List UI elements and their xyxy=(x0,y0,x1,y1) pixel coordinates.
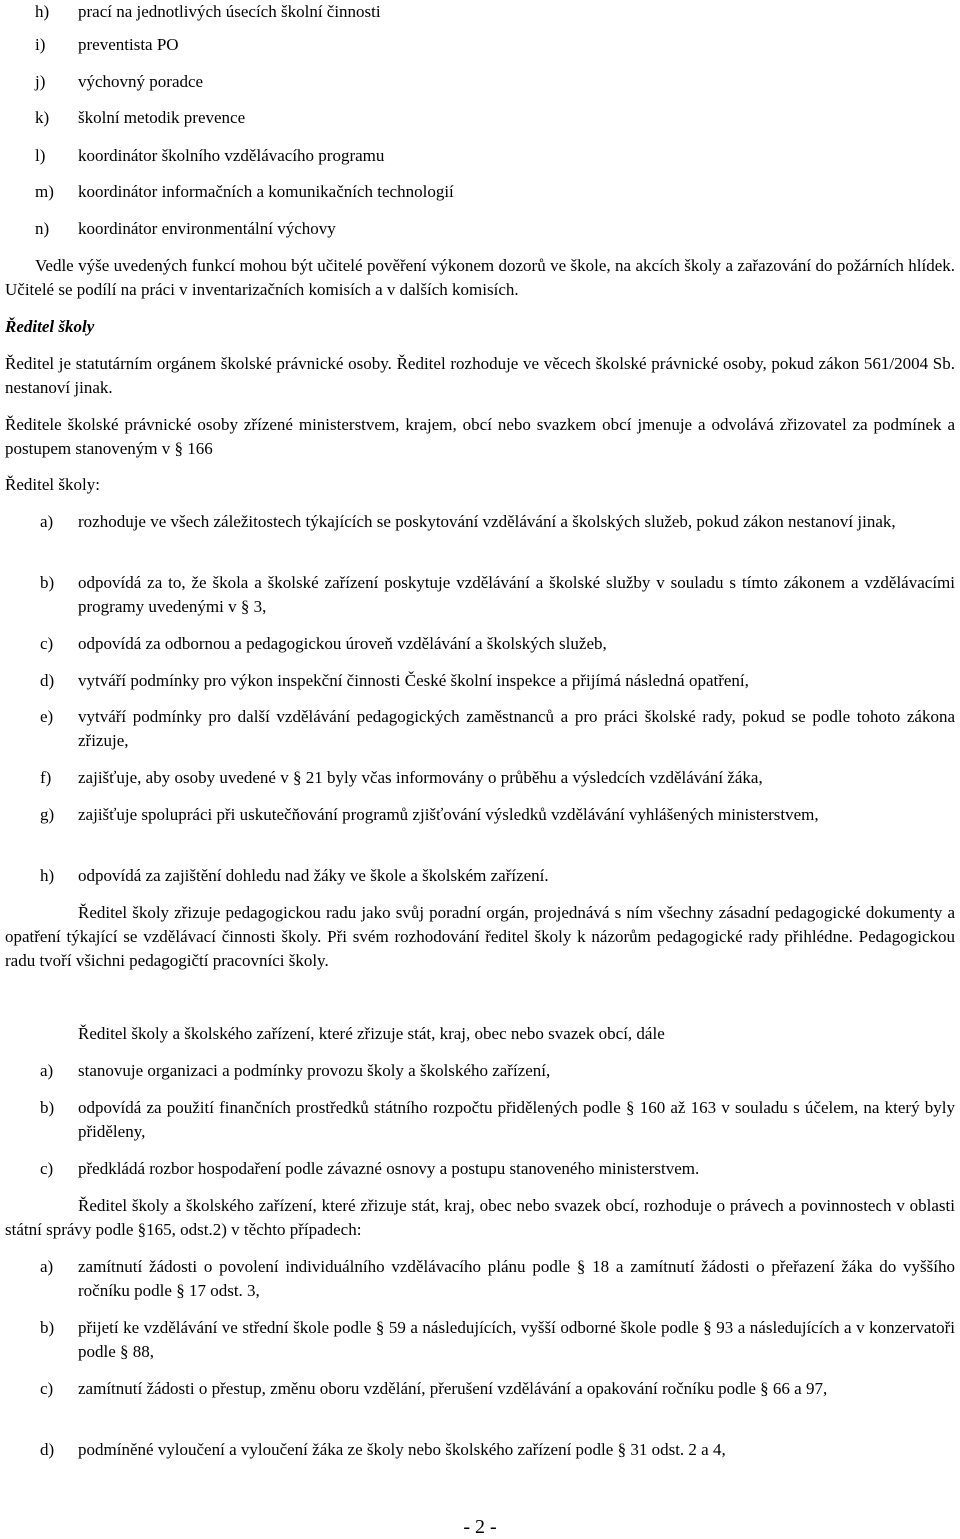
list-label: j) xyxy=(35,72,46,91)
list-text: vytváří podmínky pro výkon inspekční činnosti České školní inspekce a přijímá následná opatření, xyxy=(78,671,749,690)
list-label: i) xyxy=(35,35,46,54)
list-label: h) xyxy=(40,866,55,885)
list-text: výchovný poradce xyxy=(78,72,204,91)
list-label: b) xyxy=(40,1098,55,1117)
list-label: h) xyxy=(35,2,50,21)
list-text: zajišťuje spolupráci při uskutečňování programů zjišťování výsledků vzdělávání vyhlášených ministerstvem, xyxy=(78,805,819,824)
paragraph-jmenuje: Ředitele školské právnické osoby zřízené ministerstvem, krajem, obcí nebo svazkem obcí jmenuje a odvolává zřizovatel za podmínek a postupem stanoveným v § 166 xyxy=(5,415,955,458)
list-text: koordinátor školního vzdělávacího programu xyxy=(78,146,385,165)
paragraph-dale: Ředitel školy a školského zařízení, které zřizuje stát, kraj, obec nebo svazek obcí, dále xyxy=(78,1024,665,1043)
list-text: předkládá rozbor hospodaření podle závazné osnovy a postupu stanoveného ministerstvem. xyxy=(78,1159,700,1178)
list-label: f) xyxy=(40,768,52,787)
list-label: d) xyxy=(40,671,55,690)
list-text: vytváří podmínky pro další vzdělávání pedagogických zaměstnanců a pro práci školské rady, pokud se podle tohoto zákona zřizuje, xyxy=(78,707,955,750)
list-text: koordinátor environmentální výchovy xyxy=(78,219,336,238)
list-text: zamítnutí žádosti o přestup, změnu oboru vzdělání, přerušení vzdělávání a opakování ročníku podle § 66 a 97, xyxy=(78,1379,828,1398)
list-label: b) xyxy=(40,573,55,592)
paragraph-statutarni: Ředitel je statutárním orgánem školské právnické osoby. Ředitel rozhoduje ve věcech školské právnické osoby, pokud zákon 561/2004 Sb. nestanoví jinak. xyxy=(5,354,955,397)
list-label: c) xyxy=(40,634,54,653)
list-text: odpovídá za zajištění dohledu nad žáky ve škole a školském zařízení. xyxy=(78,866,549,885)
list-label: c) xyxy=(40,1159,54,1178)
list-label: a) xyxy=(40,1257,54,1276)
list-text: podmíněné vyloučení a vyloučení žáka ze školy nebo školského zařízení podle § 31 odst. 2 a 4, xyxy=(78,1440,726,1459)
list-label: a) xyxy=(40,512,54,531)
list-label: a) xyxy=(40,1061,54,1080)
list-text: odpovídá za použití finančních prostředků státního rozpočtu přidělených podle § 160 až 163 v souladu s účelem, na který byly přiděleny, xyxy=(78,1098,955,1141)
list-label: b) xyxy=(40,1318,55,1337)
list-text: odpovídá za odbornou a pedagogickou úroveň vzdělávání a školských služeb, xyxy=(78,634,607,653)
list-text: rozhoduje ve všech záležitostech týkajících se poskytování vzdělávání a školských služeb, pokud zákon nestanoví jinak, xyxy=(78,512,896,531)
list-text: zajišťuje, aby osoby uvedené v § 21 byly včas informovány o průběhu a výsledcích vzdělávání žáka, xyxy=(78,768,763,787)
list-label: n) xyxy=(35,219,50,238)
list-text: preventista PO xyxy=(78,35,179,54)
list-label: m) xyxy=(35,182,54,201)
list-text: zamítnutí žádosti o povolení individuálního vzdělávacího plánu podle § 18 a zamítnutí žádosti o přeřazení žáka do vyššího ročníku podle § 17 odst. 3, xyxy=(78,1257,955,1300)
paragraph-rozhoduje: Ředitel školy a školského zařízení, které zřizuje stát, kraj, obec nebo svazek obcí, rozhoduje o právech a povinnostech v oblasti státní správy podle §165, odst.2) v těchto případech: xyxy=(5,1196,955,1239)
list-text: prací na jednotlivých úsecích školní činnosti xyxy=(78,2,381,21)
paragraph-pedagogicka-rada: Ředitel školy zřizuje pedagogickou radu jako svůj poradní orgán, projednává s ním všechny zásadní pedagogické dokumenty a opatření týkající se vzdělávací činnosti školy. Při svém rozhodování ředitel školy k názorům pedagogické rady přihlédne. Pedagogickou radu tvoří všichni pedagogičtí pracovníci školy. xyxy=(5,903,955,970)
list-label: e) xyxy=(40,707,54,726)
list-label: d) xyxy=(40,1440,55,1459)
list-text: odpovídá za to, že škola a školské zařízení poskytuje vzdělávání a školské služby v souladu s tímto zákonem a vzdělávacími programy uvedenými v § 3, xyxy=(78,573,955,616)
list-text: koordinátor informačních a komunikačních technologií xyxy=(78,182,454,201)
list-text: stanovuje organizaci a podmínky provozu školy a školského zařízení, xyxy=(78,1061,551,1080)
paragraph-reditel-skoly: Ředitel školy: xyxy=(5,475,100,494)
list-label: l) xyxy=(35,146,46,165)
list-text: přijetí ke vzdělávání ve střední škole podle § 59 a následujících, vyšší odborné škole podle § 93 a následujících a v konzervatoři podle § 88, xyxy=(78,1318,955,1361)
list-label: g) xyxy=(40,805,55,824)
list-text: školní metodik prevence xyxy=(78,108,246,127)
list-label: c) xyxy=(40,1379,54,1398)
section-heading: Ředitel školy xyxy=(5,317,95,336)
paragraph-vedle: Vedle výše uvedených funkcí mohou být učitelé pověření výkonem dozorů ve škole, na akcích školy a zařazování do požárních hlídek. Učitelé se podílí na práci v inventarizačních komisích a v dalších komisích. xyxy=(5,256,955,299)
list-label: k) xyxy=(35,108,50,127)
page-number: - 2 - xyxy=(463,1516,497,1538)
